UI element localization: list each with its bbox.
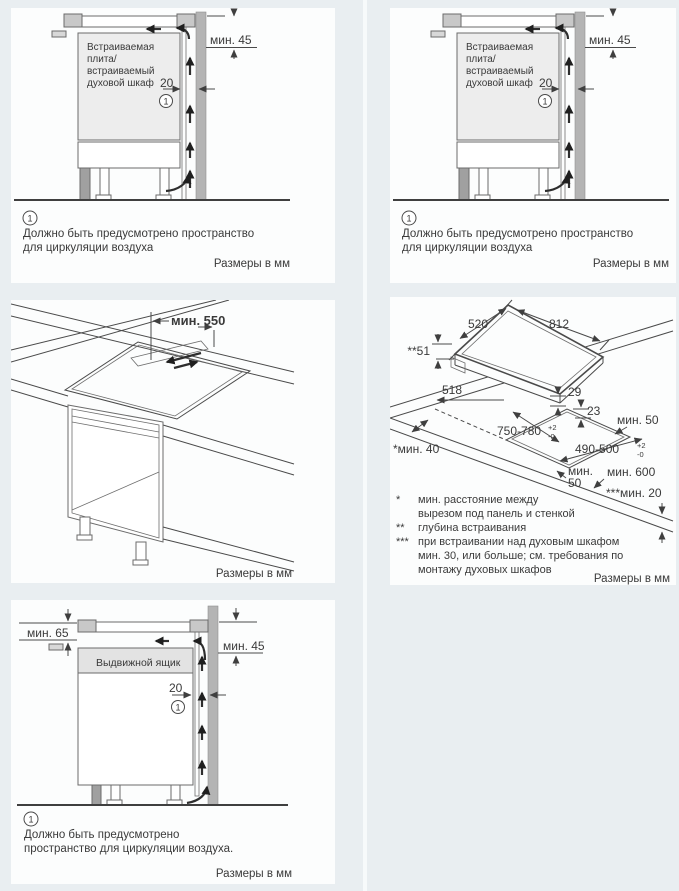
footnote-marker: * <box>396 494 401 506</box>
panel-oven-clearance-left <box>11 8 335 283</box>
hob-edge-left <box>443 14 461 27</box>
footnote-marker: *** <box>396 536 409 548</box>
note-line: пространство для циркуляции воздуха. <box>24 843 234 855</box>
appliance-label-line: плита/ <box>87 54 117 65</box>
dim-gap20-label: 20 <box>160 76 174 90</box>
dim-min45-label: мин. 45 <box>223 639 265 653</box>
svg-text:1: 1 <box>542 96 548 107</box>
appliance-label-line: духовой шкаф <box>466 78 533 89</box>
footnote-line: глубина встраивания <box>418 522 527 534</box>
dim-min45-label: мин. 45 <box>589 33 631 47</box>
plinth <box>459 168 469 200</box>
dim-min40-label: *мин. 40 <box>393 442 440 456</box>
note-line: Должно быть предусмотрено <box>24 829 180 841</box>
oven-handle <box>52 31 66 37</box>
dim-min45-marks <box>218 608 263 666</box>
dim-min600-mark <box>594 479 604 488</box>
dim-min20-label: ***мин. 20 <box>606 486 662 500</box>
hob-edge-left <box>78 620 96 632</box>
lower-drawer <box>457 142 559 168</box>
svg-text:1: 1 <box>163 96 169 107</box>
oven-clearance-diagram <box>11 8 297 283</box>
svg-text:1: 1 <box>27 213 33 224</box>
dim-cutout-short-sub: -0 <box>637 450 644 459</box>
dim-min40-marks <box>412 420 428 432</box>
note-line: для циркуляции воздуха <box>23 242 154 254</box>
counter-cutout <box>65 341 250 419</box>
callout-1-note <box>24 812 233 855</box>
units-label: Размеры в мм <box>215 868 292 880</box>
drawer-label: Выдвижной ящик <box>96 657 181 669</box>
lower-drawer <box>78 142 180 168</box>
dim-51-label: **51 <box>407 344 430 358</box>
units-label: Размеры в мм <box>213 258 290 270</box>
callout-1-badge <box>160 95 173 108</box>
dim-518-label: 518 <box>442 383 463 397</box>
footnote-line: при встраивании над духовым шкафом <box>418 536 620 548</box>
svg-text:1: 1 <box>28 814 34 825</box>
panel-drawer-clearance <box>11 600 335 884</box>
dim-min65-label: мин. 65 <box>27 626 69 640</box>
callout-1-note <box>402 211 633 254</box>
footnote-line: монтажу духовых шкафов <box>418 564 552 576</box>
appliance-label-line: духовой шкаф <box>87 78 154 89</box>
svg-text:1: 1 <box>406 213 412 224</box>
dim-cutout-long-sub: -0 <box>548 432 555 441</box>
dim-gap20-label: 20 <box>539 76 553 90</box>
dim-cutout-short-label: 490-500 <box>575 442 620 456</box>
callout-1-badge <box>539 95 552 108</box>
dim-812-label: 812 <box>548 317 570 331</box>
footnote-line: мин. расстояние между <box>418 494 539 506</box>
appliance-label-line: Встраиваемая <box>87 42 155 53</box>
wall <box>196 12 206 200</box>
hob-edge-right <box>190 620 208 632</box>
countertop <box>64 16 195 27</box>
dim-min45-label: мин. 45 <box>210 33 252 47</box>
appliance-label-line: Встраиваемая <box>466 42 534 53</box>
dim-23-label: 23 <box>587 404 601 418</box>
drawer-handle <box>49 644 63 650</box>
dim-29-label: 29 <box>568 385 582 399</box>
appliance-label-line: встраиваемый <box>87 66 155 77</box>
floor-edge-lines <box>163 527 294 571</box>
oven-clearance-diagram <box>390 8 676 283</box>
wall-edge-lines <box>11 300 229 362</box>
hob-edge-right <box>556 14 574 27</box>
side-panel <box>195 632 199 796</box>
appliance-label-line: плита/ <box>466 54 496 65</box>
cabinet-legs <box>475 168 550 200</box>
footnote-line: вырезом под панель и стенкой <box>418 508 575 520</box>
dim-min50-right-label: мин. 50 <box>617 413 659 427</box>
note-line: для циркуляции воздуха <box>402 242 533 254</box>
units-label: Размеры в мм <box>593 573 670 585</box>
plinth <box>80 168 90 200</box>
countertop <box>78 622 208 632</box>
units-label: Размеры в мм <box>215 568 292 580</box>
dim-520-label: 520 <box>467 317 489 331</box>
dim-min50-bottom-line1: мин. <box>568 464 593 478</box>
note-line: Должно быть предусмотрено пространство <box>402 228 634 240</box>
cabinet-cutout-diagram <box>11 300 335 583</box>
hob-edge-right <box>177 14 195 27</box>
dim-cutout-short-sup: +2 <box>637 441 646 450</box>
hob-dimensions-diagram <box>390 297 676 585</box>
svg-text:1: 1 <box>175 702 181 713</box>
dim-gap20-label: 20 <box>169 681 183 695</box>
countertop <box>443 16 574 27</box>
dim-cutout-long-label: 750-780 <box>497 424 542 438</box>
dim-cutout-long-sup: +2 <box>548 423 557 432</box>
plinth <box>92 785 101 805</box>
footnotes <box>396 494 623 576</box>
footnote-marker: ** <box>396 522 405 534</box>
dim-min600-label: мин. 600 <box>607 465 656 479</box>
dim-min50-bottom-mark <box>557 471 566 478</box>
wall <box>208 606 218 805</box>
panel-cabinet-cutout-iso <box>11 300 335 583</box>
cabinet-legs <box>107 785 182 805</box>
note-line: Должно быть предусмотрено пространство <box>23 228 255 240</box>
callout-1-note <box>23 211 254 254</box>
units-label: Размеры в мм <box>592 258 669 270</box>
appliance-label-line: встраиваемый <box>466 66 534 77</box>
cabinet-legs <box>96 168 171 200</box>
oven-handle <box>431 31 445 37</box>
footnote-line: мин. 30, или больше; см. требования по <box>418 550 624 562</box>
cutout-extension-dashed <box>435 409 506 440</box>
panel-oven-clearance-right <box>390 8 676 283</box>
dim-min550-label: мин. 550 <box>171 313 226 328</box>
drawer-clearance-diagram <box>11 600 335 884</box>
panel-hob-dimensions <box>390 297 676 585</box>
column-divider <box>363 0 367 891</box>
dim-min50-bottom-line2: 50 <box>568 476 582 490</box>
wall <box>575 12 585 200</box>
side-panel <box>182 27 186 200</box>
side-panel <box>561 27 565 200</box>
hob-edge-left <box>64 14 82 27</box>
callout-1-badge <box>172 701 185 714</box>
